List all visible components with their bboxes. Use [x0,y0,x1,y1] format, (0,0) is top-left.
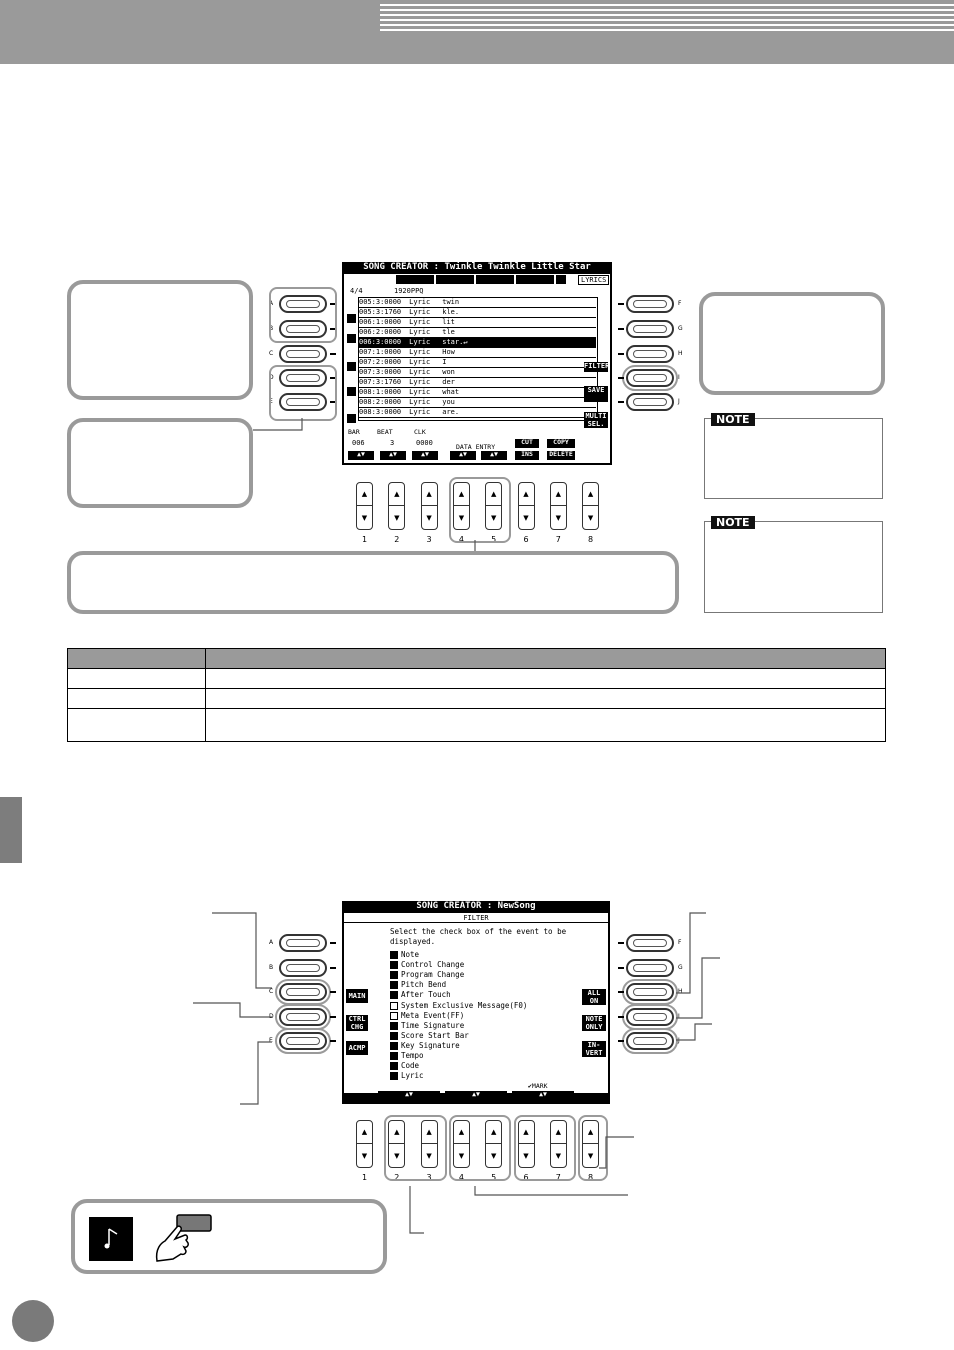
filter-item-label: Meta Event(FF) [401,1010,465,1020]
up-arrow-icon[interactable]: ▲ [486,1121,501,1144]
event-position: 008:1:0000 [359,388,402,396]
filter-item-label: Key Signature [401,1040,460,1050]
event-lyric-text: star.↵ [442,338,468,346]
event-type: Lyric [409,298,431,306]
event-lyric-text: tle [442,328,455,336]
event-lyric-text: How [442,348,455,356]
button-number: 4 [458,535,464,544]
data-entry-down[interactable]: ▲▼ [481,451,507,460]
down-arrow-icon[interactable]: ▼ [523,1152,529,1160]
event-position: 007:2:0000 [359,358,402,366]
button-letter: J [678,1037,680,1044]
down-arrow-icon[interactable]: ▼ [394,514,400,522]
down-arrow-icon[interactable]: ▼ [555,1152,561,1160]
button-letter: A [269,300,274,307]
filter-item-label: Tempo [401,1051,424,1060]
tab-lyrics[interactable]: LYRICS [578,275,609,285]
up-arrow-icon[interactable]: ▲ [357,1121,372,1144]
bar-updown[interactable]: ▲▼ [348,451,374,460]
event-position: 008:2:0000 [359,398,402,406]
up-arrow-icon[interactable]: ▲ [357,483,372,506]
mark-label: ✔MARK [528,1082,548,1090]
event-position: 006:1:0000 [359,318,402,326]
event-type: Lyric [409,368,431,376]
down-arrow-icon[interactable]: ▼ [394,1152,400,1160]
button-number: 2 [394,1173,400,1182]
button-letter: B [269,964,274,971]
multi-select-button[interactable]: MULTI SEL. [585,412,607,428]
up-arrow-icon[interactable]: ▲ [519,483,534,506]
button-letter: E [269,398,273,405]
mark-updown[interactable]: ▲▼ [512,1091,574,1100]
cut-button[interactable]: CUT [515,439,539,448]
button-letter: B [269,325,274,332]
clk-updown[interactable]: ▲▼ [412,451,438,460]
button-number: 3 [426,535,432,544]
button-letter: H [678,988,683,995]
up-arrow-icon[interactable]: ▲ [519,1121,534,1144]
filter-item-label: System Exclusive Message(F0) [401,1000,528,1010]
down-arrow-icon[interactable]: ▼ [523,514,529,522]
button-number: 6 [523,535,529,544]
event-lyric-text: are. [442,408,460,416]
event-type: Lyric [409,308,431,316]
scroll-updown-2[interactable]: ▲▼ [445,1091,507,1100]
down-arrow-icon[interactable]: ▼ [361,514,368,522]
button-letter: F [678,939,682,946]
down-arrow-icon[interactable]: ▼ [587,1152,594,1160]
button-number: 2 [394,535,400,544]
filter-item-label: Pitch Bend [401,980,447,990]
event-type: Lyric [409,348,431,356]
up-arrow-icon[interactable]: ▲ [422,483,437,506]
data-entry-label: DATA ENTRY [456,443,496,451]
hint-box [71,1199,387,1274]
filter-subtitle: FILTER [344,914,608,923]
event-type: Lyric [409,328,431,336]
button-number: 1 [361,535,368,544]
event-type: Lyric [409,378,431,386]
event-lyric-text: kle. [442,308,460,316]
clk-value: 0000 [416,439,433,447]
save-button[interactable]: SAVE [584,386,608,402]
event-position: 008:3:0000 [359,408,402,416]
down-arrow-icon[interactable]: ▼ [426,514,432,522]
button-number: 4 [458,1173,464,1182]
bar-value: 006 [352,439,365,447]
resolution-readout: 1920PPQ [394,287,424,295]
note-label: NOTE [711,413,755,426]
filter-item-label: Code [401,1061,420,1071]
down-arrow-icon[interactable]: ▼ [555,514,561,522]
screen-title: SONG CREATOR : NewSong [416,901,536,911]
event-lyric-text: der [442,378,455,386]
down-arrow-icon[interactable]: ▼ [490,1152,497,1160]
button-number: 5 [491,1173,497,1182]
filter-item-label: After Touch [401,990,451,1000]
event-type: Lyric [409,398,431,406]
up-arrow-icon[interactable]: ▲ [486,483,501,506]
button-letter: G [678,325,683,332]
main-button[interactable]: MAIN [346,989,368,1003]
button-number: 8 [588,535,594,544]
filter-button[interactable]: FILTER [584,362,610,370]
event-type: Lyric [409,338,431,346]
up-arrow-icon[interactable]: ▲ [551,1121,566,1144]
note-only-button[interactable]: NOTE ONLY [582,1015,606,1031]
button-letter: F [678,300,682,307]
up-arrow-icon[interactable]: ▲ [583,1121,598,1144]
copy-button[interactable]: COPY [547,439,575,448]
button-number: 7 [555,535,561,544]
down-arrow-icon[interactable]: ▼ [361,1152,368,1160]
event-type: Lyric [409,408,431,416]
filter-item-label: Program Change [401,970,465,980]
filter-item-label: Lyric [401,1071,424,1081]
event-type: Lyric [409,358,431,366]
event-position: 007:1:0000 [359,348,402,356]
event-position: 007:3:1760 [359,378,402,386]
button-letter: C [269,350,274,357]
button-letter: H [678,350,683,357]
all-on-button[interactable]: ALL ON [582,989,606,1005]
acmp-button[interactable]: ACMP [346,1041,368,1055]
meter-readout: 4/4 [350,287,363,295]
up-arrow-icon[interactable]: ▲ [389,483,404,506]
event-position: 007:3:0000 [359,368,402,376]
filter-instruction: Select the check box of the event to be displayed. [390,927,567,946]
up-arrow-icon[interactable]: ▲ [422,1121,437,1144]
down-arrow-icon[interactable]: ▼ [458,1152,465,1160]
up-arrow-icon[interactable]: ▲ [389,1121,404,1144]
button-letter: I [678,374,680,381]
ins-button[interactable]: INS [515,451,539,460]
data-entry-up[interactable]: ▲▼ [450,451,476,460]
down-arrow-icon[interactable]: ▼ [587,514,594,522]
event-type: Lyric [409,318,431,326]
button-number: 3 [426,1173,432,1182]
invert-button[interactable]: IN-VERT [582,1041,606,1057]
event-position: 006:2:0000 [359,328,402,336]
up-arrow-icon[interactable]: ▲ [583,483,598,506]
filter-item-label: Score Start Bar [401,1030,469,1040]
button-letter: D [269,374,274,381]
beat-value: 3 [390,439,395,447]
button-letter: C [269,988,274,995]
filter-item-label: Control Change [401,960,465,970]
button-letter: A [269,939,274,946]
button-letter: I [678,1013,680,1020]
down-arrow-icon[interactable]: ▼ [490,514,497,522]
beat-label: BEAT [377,428,393,436]
up-arrow-icon[interactable]: ▲ [454,483,469,506]
event-type: Lyric [409,388,431,396]
event-lyric-text: twin [442,298,460,306]
delete-button[interactable]: DELETE [547,451,575,460]
button-letter: E [269,1037,273,1044]
event-position: 005:3:0000 [359,298,402,306]
up-arrow-icon[interactable]: ▲ [551,483,566,506]
button-letter: D [269,1013,274,1020]
event-position: 005:3:1760 [359,308,402,316]
ctrl-chg-button[interactable]: CTRL CHG [346,1015,368,1031]
beat-updown[interactable]: ▲▼ [380,451,406,460]
note-label: NOTE [711,516,755,529]
event-lyric-text: you [442,398,455,406]
button-number: 7 [555,1173,561,1182]
button-number: 8 [588,1173,594,1182]
event-lyric-text: what [442,388,460,396]
event-lyric-text: won [442,368,455,376]
hand-pressing-button-icon [151,1213,221,1263]
bar-label: BAR [348,428,360,436]
down-arrow-icon[interactable]: ▼ [458,514,465,522]
button-number: 5 [491,535,497,544]
button-letter: J [678,398,680,405]
button-number: 6 [523,1173,529,1182]
filter-item-label: Time Signature [401,1020,465,1030]
clk-label: CLK [414,428,426,436]
event-lyric-text: I [442,358,447,366]
up-arrow-icon[interactable]: ▲ [454,1121,469,1144]
down-arrow-icon[interactable]: ▼ [426,1152,432,1160]
screen-title: SONG CREATOR : Twinkle Twinkle Little Star [363,262,591,272]
scroll-updown-1[interactable]: ▲▼ [378,1091,440,1100]
filter-item-label: Note [401,950,420,959]
button-number: 1 [361,1173,368,1182]
event-position: 006:3:0000 [359,338,402,346]
button-letter: G [678,964,683,971]
music-note-icon [89,1217,133,1261]
event-lyric-text: lit [442,318,455,326]
